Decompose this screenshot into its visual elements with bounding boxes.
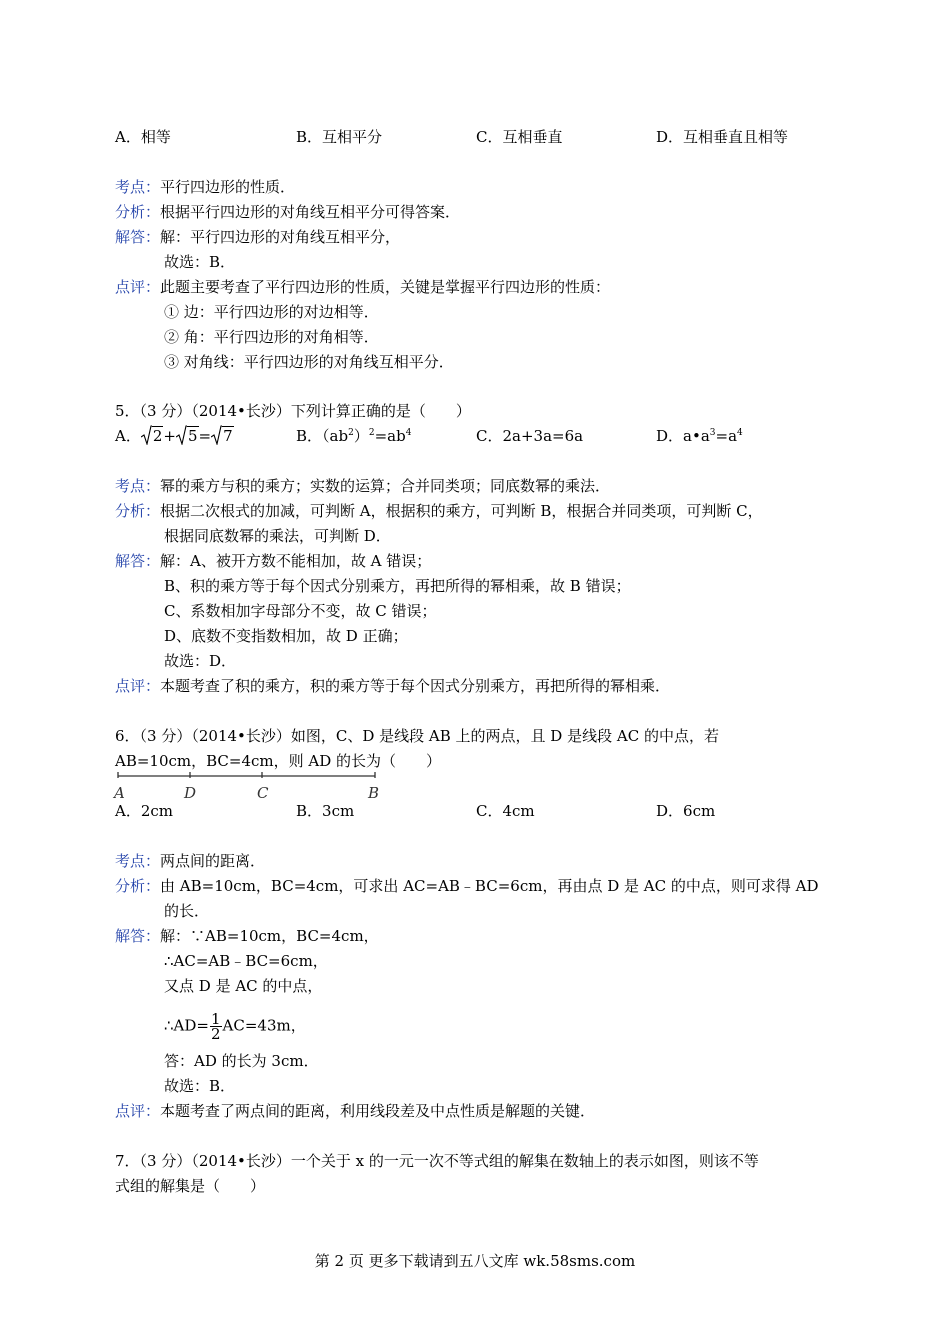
q6-option-a: A．2cm xyxy=(115,802,174,820)
sqrt-icon xyxy=(141,425,152,445)
q6-stem-line: AB=10cm，BC=4cm，则 AD 的长为（ ） xyxy=(115,752,442,770)
q4-option-a: A．相等 xyxy=(115,128,171,146)
label-b: B xyxy=(368,784,380,802)
q5-fenxi-line: 根据同底数幂的乘法，可判断 D． xyxy=(164,527,391,545)
q6-jieda-line: 又点 D 是 AC 的中点， xyxy=(164,977,323,995)
q6-option-b: B．3cm xyxy=(296,802,355,820)
q6-option-c: C．4cm xyxy=(476,802,535,820)
page-footer: 第 2 页 更多下载请到五八文库 wk.58sms.com xyxy=(314,1252,636,1270)
sqrt-icon xyxy=(211,425,222,445)
q5-kaodian: 考点：幂的乘方与积的乘方；实数的运算；合并同类项；同底数幂的乘法． xyxy=(115,477,611,495)
q6-fenxi: 分析：由 AB=10cm，BC=4cm，可求出 AC=AB﹣BC=6cm，再由点 D 是 AC 的中点，则可求得 AD xyxy=(115,877,819,895)
q5-jieda-line: 故选：D． xyxy=(164,652,237,670)
q4-dianping-line: ① 边：平行四边形的对边相等． xyxy=(164,303,379,321)
q6-jieda: 解答：解：∵AB=10cm，BC=4cm， xyxy=(115,927,379,945)
q5-jieda-line: B、积的乘方等于每个因式分别乘方，再把所得的幂相乘，故 B 错误； xyxy=(164,577,631,595)
q6-option-d: D．6cm xyxy=(656,802,716,820)
q4-fenxi: 分析：根据平行四边形的对角线互相平分可得答案． xyxy=(115,203,461,221)
q4-jieda-line: 故选：B． xyxy=(164,253,236,271)
q6-jieda-line: 故选：B． xyxy=(164,1077,236,1095)
q6-dianping: 点评：本题考查了两点间的距离，利用线段差及中点性质是解题的关键． xyxy=(115,1102,596,1120)
q5-option-c: C．2a+3a=6a xyxy=(476,427,584,445)
q6-kaodian: 考点：两点间的距离． xyxy=(115,852,266,870)
sqrt-icon xyxy=(176,425,187,445)
q6-fenxi-line: 的长． xyxy=(164,902,210,920)
q5-jieda-line: D、底数不变指数相加，故 D 正确； xyxy=(164,627,408,645)
q4-option-c: C．互相垂直 xyxy=(476,128,563,146)
label-c: C xyxy=(257,784,269,802)
fraction-half: $\frac{1}{2}$ xyxy=(210,1010,221,1043)
q7-stem-line: 式组的解集是（ ） xyxy=(115,1177,266,1195)
q5-option-a: A． 2+ 5= 7 xyxy=(115,427,233,445)
q5-jieda-line: C、系数相加字母部分不变，故 C 错误； xyxy=(164,602,437,620)
q7-stem: 7．（3 分）（2014•长沙）一个关于 x 的一元一次不等式组的解集在数轴上的表示如图，则该不等 xyxy=(115,1152,759,1170)
q6-jieda-line: 答：AD 的长为 3cm． xyxy=(164,1052,319,1070)
q4-jieda: 解答：解：平行四边形的对角线互相平分， xyxy=(115,228,401,246)
segment-figure xyxy=(112,772,384,802)
q6-ad-formula: ∴AD= $\frac{1}{2}$ AC=43m， xyxy=(164,1010,306,1043)
q4-option-d: D．互相垂直且相等 xyxy=(656,128,789,146)
label-a: A xyxy=(114,784,125,802)
q5-option-d: D．$a•a^3=a^4$ xyxy=(656,427,743,445)
q5-stem: 5．（3 分）（2014•长沙）下列计算正确的是（ ） xyxy=(115,402,471,420)
label-d: D xyxy=(184,784,197,802)
q4-option-b: B．互相平分 xyxy=(296,128,383,146)
q5-dianping: 点评：本题考查了积的乘方，积的乘方等于每个因式分别乘方，再把所得的幂相乘． xyxy=(115,677,671,695)
q4-dianping: 点评：此题主要考查了平行四边形的性质，关键是掌握平行四边形的性质： xyxy=(115,278,611,296)
q5-option-b: B．$(ab^2)^2=ab^4$ xyxy=(296,427,412,445)
q6-jieda-line: ∴AC=AB﹣BC=6cm， xyxy=(164,952,328,970)
q4-dianping-line: ③ 对角线：平行四边形的对角线互相平分． xyxy=(164,353,454,371)
q4-kaodian: 考点：平行四边形的性质． xyxy=(115,178,296,196)
q6-stem: 6．（3 分）（2014•长沙）如图，C、D 是线段 AB 上的两点，且 D 是线段 AC 的中点，若 xyxy=(115,727,719,745)
q5-jieda: 解答：解：A、被开方数不能相加，故 A 错误； xyxy=(115,552,432,570)
q4-dianping-line: ② 角：平行四边形的对角相等． xyxy=(164,328,379,346)
q5-fenxi: 分析：根据二次根式的加减，可判断 A，根据积的乘方，可判断 B，根据合并同类项，可判断 C， xyxy=(115,502,763,520)
